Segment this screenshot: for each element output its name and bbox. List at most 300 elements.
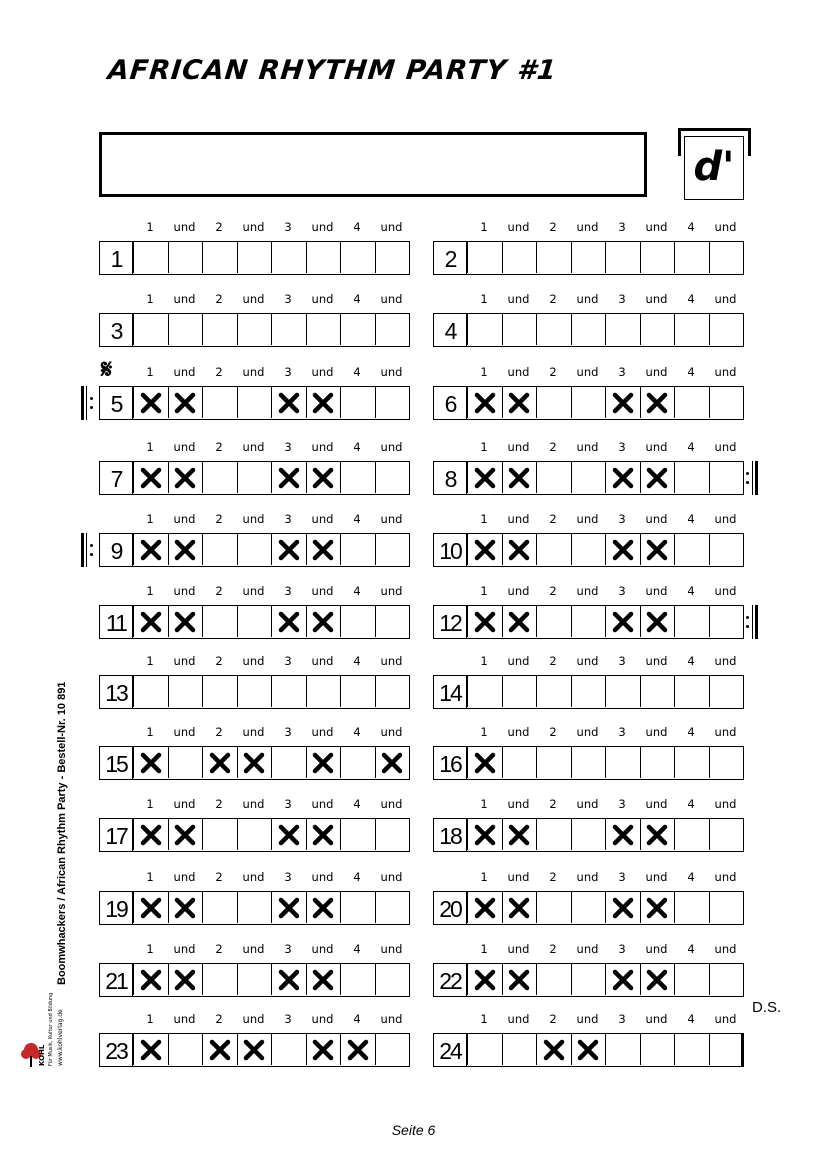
beat-cell[interactable] — [571, 747, 606, 778]
beat-cell-hit[interactable] — [502, 606, 537, 637]
beat-label: 1 — [146, 654, 154, 668]
x-icon — [140, 392, 162, 414]
beat-cell[interactable] — [237, 964, 272, 995]
beat-label: 1 — [146, 1012, 154, 1026]
x-icon — [474, 824, 496, 846]
x-icon — [646, 392, 668, 414]
beat-label: und — [173, 870, 196, 884]
beat-cell[interactable] — [571, 242, 606, 273]
beat-cell[interactable] — [674, 1034, 709, 1065]
beat-cell[interactable] — [536, 819, 571, 850]
beat-label: 3 — [284, 942, 292, 956]
beat-label: 1 — [146, 220, 154, 234]
x-icon — [140, 824, 162, 846]
beat-cell-hit[interactable] — [306, 964, 341, 995]
beat-cell[interactable] — [536, 747, 571, 778]
beat-cell-hit[interactable] — [271, 606, 306, 637]
beat-label: 4 — [687, 292, 695, 306]
beat-label: und — [242, 220, 265, 234]
beat-label: 4 — [687, 942, 695, 956]
beat-cell[interactable] — [536, 534, 571, 565]
beat-cell-hit[interactable] — [168, 462, 203, 493]
side-reference: Boomwhackers / African Rhythm Party - Bestell-Nr. 10 891 — [56, 681, 68, 985]
beat-label: und — [507, 292, 530, 306]
beat-label: 4 — [687, 440, 695, 454]
beat-cell[interactable] — [605, 242, 640, 273]
beat-cell[interactable] — [640, 1034, 675, 1065]
beat-cell-hit[interactable] — [133, 462, 168, 493]
beat-cell-hit[interactable] — [202, 1034, 237, 1065]
beat-cell-hit[interactable] — [168, 964, 203, 995]
beat-cell-hit[interactable] — [640, 534, 675, 565]
beat-cell[interactable] — [536, 676, 571, 707]
beat-cell[interactable] — [375, 387, 410, 418]
beat-cell[interactable] — [640, 314, 675, 345]
beat-label: und — [507, 220, 530, 234]
beat-cell[interactable] — [605, 676, 640, 707]
beat-cell-hit[interactable] — [271, 462, 306, 493]
x-icon — [508, 392, 530, 414]
beat-cell[interactable] — [571, 819, 606, 850]
beat-cell-hit[interactable] — [502, 892, 537, 923]
beat-label: 2 — [549, 584, 557, 598]
beat-cell[interactable] — [640, 676, 675, 707]
x-icon — [508, 467, 530, 489]
beat-label: 2 — [215, 220, 223, 234]
beat-cell[interactable] — [237, 819, 272, 850]
beat-cell[interactable] — [674, 964, 709, 995]
beat-cell-hit[interactable] — [133, 964, 168, 995]
beat-label: und — [173, 654, 196, 668]
beat-cell[interactable] — [202, 606, 237, 637]
beat-cell[interactable] — [133, 242, 168, 273]
x-icon — [312, 1039, 334, 1061]
beat-cell-hit[interactable] — [306, 387, 341, 418]
beat-cell[interactable] — [168, 676, 203, 707]
beat-cell[interactable] — [340, 964, 375, 995]
beat-cell[interactable] — [571, 676, 606, 707]
beat-label: und — [311, 725, 334, 739]
beat-cell[interactable] — [674, 242, 709, 273]
beat-cell[interactable] — [271, 747, 306, 778]
beat-cell[interactable] — [502, 676, 537, 707]
beat-cell[interactable] — [571, 387, 606, 418]
beat-cell[interactable] — [340, 819, 375, 850]
beat-cell[interactable] — [467, 242, 502, 273]
beat-cell[interactable] — [571, 964, 606, 995]
beat-cell[interactable] — [271, 242, 306, 273]
x-icon — [278, 611, 300, 633]
beat-cell[interactable] — [536, 964, 571, 995]
bar-number: 20 — [433, 891, 467, 925]
publisher-tagline: Für Musik, Kultur und Bildung — [48, 992, 54, 1066]
beat-cell-hit[interactable] — [640, 892, 675, 923]
x-icon — [209, 752, 231, 774]
beat-cell[interactable] — [202, 462, 237, 493]
beat-cell-hit[interactable] — [502, 387, 537, 418]
beat-cell[interactable] — [202, 387, 237, 418]
beat-cell[interactable] — [237, 606, 272, 637]
beat-cell[interactable] — [133, 314, 168, 345]
beat-cell[interactable] — [375, 892, 410, 923]
x-icon — [312, 611, 334, 633]
beat-cell-hit[interactable] — [306, 534, 341, 565]
beat-cell-hit[interactable] — [168, 819, 203, 850]
beat-cell[interactable] — [202, 819, 237, 850]
beat-cell[interactable] — [571, 462, 606, 493]
beat-cell-hit[interactable] — [640, 387, 675, 418]
beat-cell-hit[interactable] — [605, 462, 640, 493]
beat-cell-hit[interactable] — [133, 747, 168, 778]
beat-cell[interactable] — [340, 387, 375, 418]
beat-label: 3 — [284, 292, 292, 306]
beat-cell[interactable] — [709, 606, 744, 637]
beat-cell[interactable] — [502, 1034, 537, 1065]
beat-cell-hit[interactable] — [571, 1034, 606, 1065]
beat-cell[interactable] — [168, 747, 203, 778]
beat-cell[interactable] — [202, 314, 237, 345]
beat-label: und — [173, 725, 196, 739]
beat-cell[interactable] — [709, 387, 744, 418]
beat-label: und — [380, 365, 403, 379]
beat-cell-hit[interactable] — [168, 387, 203, 418]
beat-cell-hit[interactable] — [375, 747, 410, 778]
beat-label: und — [714, 512, 737, 526]
x-icon — [140, 611, 162, 633]
beat-cell[interactable] — [709, 964, 744, 995]
beat-cell[interactable] — [709, 534, 744, 565]
x-icon — [278, 969, 300, 991]
beat-label: und — [507, 440, 530, 454]
beat-cell[interactable] — [709, 892, 744, 923]
beat-cell-hit[interactable] — [467, 747, 502, 778]
beat-label: 1 — [146, 365, 154, 379]
beat-cell[interactable] — [674, 747, 709, 778]
beat-cell-hit[interactable] — [467, 819, 502, 850]
beat-cell-hit[interactable] — [306, 747, 341, 778]
beat-cell[interactable] — [202, 964, 237, 995]
beat-label: 2 — [215, 440, 223, 454]
beat-label: und — [507, 797, 530, 811]
beat-cell[interactable] — [202, 242, 237, 273]
beat-label: 2 — [549, 725, 557, 739]
beat-cell[interactable] — [168, 242, 203, 273]
beat-cell-hit[interactable] — [640, 606, 675, 637]
beat-label: und — [576, 797, 599, 811]
beat-label: und — [380, 584, 403, 598]
beat-cell[interactable] — [709, 462, 744, 493]
beat-cell[interactable] — [306, 314, 341, 345]
beat-cell[interactable] — [237, 314, 272, 345]
beat-label: und — [714, 292, 737, 306]
beat-cell-hit[interactable] — [605, 387, 640, 418]
beat-cell-hit[interactable] — [467, 534, 502, 565]
beat-cell[interactable] — [375, 819, 410, 850]
beat-cell[interactable] — [237, 387, 272, 418]
bar-number: 10 — [433, 533, 467, 567]
beat-cell-hit[interactable] — [306, 819, 341, 850]
beat-cell-hit[interactable] — [133, 1034, 168, 1065]
beat-cell[interactable] — [536, 892, 571, 923]
beat-cell-hit[interactable] — [237, 1034, 272, 1065]
beat-cell[interactable] — [536, 462, 571, 493]
beat-cell-hit[interactable] — [467, 387, 502, 418]
beat-cell[interactable] — [571, 534, 606, 565]
beat-cell-hit[interactable] — [168, 606, 203, 637]
bar-number: 9 — [99, 533, 133, 567]
beat-label: und — [173, 365, 196, 379]
beat-label: und — [714, 1012, 737, 1026]
beat-cell[interactable] — [375, 606, 410, 637]
beat-cell-hit[interactable] — [237, 747, 272, 778]
beat-cell-hit[interactable] — [271, 387, 306, 418]
beat-cell-hit[interactable] — [467, 892, 502, 923]
beat-cell-hit[interactable] — [133, 819, 168, 850]
beat-cell[interactable] — [237, 462, 272, 493]
beat-cell[interactable] — [674, 606, 709, 637]
beat-label: 3 — [618, 942, 626, 956]
beat-cell[interactable] — [605, 314, 640, 345]
note-label: d' — [684, 136, 744, 200]
beat-label: und — [507, 1012, 530, 1026]
beat-cell[interactable] — [674, 462, 709, 493]
beat-cell-hit[interactable] — [340, 1034, 375, 1065]
beat-cell[interactable] — [467, 314, 502, 345]
x-icon — [174, 897, 196, 919]
beat-cell[interactable] — [709, 314, 744, 345]
beat-cell-hit[interactable] — [536, 1034, 571, 1065]
beat-cell-hit[interactable] — [502, 462, 537, 493]
beat-cell-hit[interactable] — [168, 892, 203, 923]
x-icon — [312, 969, 334, 991]
beat-label: und — [380, 654, 403, 668]
beat-label: und — [645, 584, 668, 598]
beat-cell[interactable] — [502, 314, 537, 345]
beat-cell-hit[interactable] — [467, 462, 502, 493]
beat-cell-hit[interactable] — [605, 819, 640, 850]
beat-cell[interactable] — [375, 964, 410, 995]
x-icon — [347, 1039, 369, 1061]
beat-cell-hit[interactable] — [605, 892, 640, 923]
beat-cell[interactable] — [202, 534, 237, 565]
x-icon — [140, 897, 162, 919]
beat-cell[interactable] — [502, 747, 537, 778]
beat-cell-hit[interactable] — [502, 534, 537, 565]
beat-cell-hit[interactable] — [168, 534, 203, 565]
beat-label: 1 — [480, 1012, 488, 1026]
beat-cell[interactable] — [340, 314, 375, 345]
beat-label: 4 — [353, 292, 361, 306]
beat-cell[interactable] — [674, 314, 709, 345]
x-icon — [312, 539, 334, 561]
beat-cell[interactable] — [709, 1034, 744, 1065]
beat-cell[interactable] — [709, 747, 744, 778]
beat-cell[interactable] — [340, 892, 375, 923]
beat-cell[interactable] — [709, 676, 744, 707]
bar-number: 24 — [433, 1033, 467, 1067]
beat-cell[interactable] — [133, 676, 168, 707]
beat-cell[interactable] — [640, 747, 675, 778]
x-icon — [474, 897, 496, 919]
beat-cell[interactable] — [340, 242, 375, 273]
x-icon — [474, 611, 496, 633]
beat-cell[interactable] — [571, 606, 606, 637]
beat-cell-hit[interactable] — [133, 892, 168, 923]
x-icon — [140, 539, 162, 561]
beat-label: 2 — [215, 942, 223, 956]
beat-label: 3 — [618, 1012, 626, 1026]
beat-label: 3 — [284, 1012, 292, 1026]
beat-label: 1 — [146, 942, 154, 956]
beat-cell-hit[interactable] — [605, 606, 640, 637]
beat-cell[interactable] — [502, 242, 537, 273]
beat-cell[interactable] — [340, 676, 375, 707]
beat-cell[interactable] — [375, 462, 410, 493]
x-icon — [612, 392, 634, 414]
beat-cell[interactable] — [375, 242, 410, 273]
beat-cell[interactable] — [271, 676, 306, 707]
beat-cell[interactable] — [467, 676, 502, 707]
x-icon — [646, 897, 668, 919]
beat-cell-hit[interactable] — [605, 534, 640, 565]
beat-cell-hit[interactable] — [271, 892, 306, 923]
beat-cell[interactable] — [271, 314, 306, 345]
beat-cell-hit[interactable] — [133, 387, 168, 418]
beat-cell[interactable] — [571, 314, 606, 345]
beat-cell[interactable] — [605, 747, 640, 778]
beat-label: und — [380, 870, 403, 884]
beat-cell[interactable] — [237, 892, 272, 923]
beat-label: und — [242, 584, 265, 598]
beat-cell[interactable] — [306, 242, 341, 273]
beat-cell[interactable] — [340, 534, 375, 565]
beat-cell[interactable] — [536, 242, 571, 273]
bar-number: 18 — [433, 818, 467, 852]
beat-cell-hit[interactable] — [306, 462, 341, 493]
beat-label: und — [714, 220, 737, 234]
beat-cell[interactable] — [571, 892, 606, 923]
beat-cell[interactable] — [375, 534, 410, 565]
beat-label: 2 — [215, 292, 223, 306]
beat-label: und — [173, 942, 196, 956]
beat-cell[interactable] — [271, 1034, 306, 1065]
beat-cell-hit[interactable] — [271, 819, 306, 850]
beat-label: und — [311, 584, 334, 598]
bar-number: 15 — [99, 746, 133, 780]
beat-cell[interactable] — [168, 314, 203, 345]
beat-label: und — [380, 797, 403, 811]
beat-cell[interactable] — [709, 819, 744, 850]
beat-label: 3 — [284, 365, 292, 379]
beat-label: und — [645, 870, 668, 884]
beat-cell-hit[interactable] — [640, 462, 675, 493]
x-icon — [174, 467, 196, 489]
beat-label: und — [242, 512, 265, 526]
bar-number: 7 — [99, 461, 133, 495]
beat-cell[interactable] — [237, 676, 272, 707]
beat-cell[interactable] — [640, 242, 675, 273]
beat-cell[interactable] — [536, 387, 571, 418]
beat-cell[interactable] — [202, 892, 237, 923]
beat-cell-hit[interactable] — [640, 819, 675, 850]
beat-label: und — [311, 512, 334, 526]
beat-cell[interactable] — [536, 314, 571, 345]
beat-label: 4 — [687, 512, 695, 526]
beat-cell[interactable] — [375, 676, 410, 707]
x-icon — [508, 824, 530, 846]
beat-label: 1 — [480, 797, 488, 811]
beat-cell[interactable] — [674, 892, 709, 923]
beat-label: 2 — [549, 512, 557, 526]
beat-cell-hit[interactable] — [502, 964, 537, 995]
beat-cell[interactable] — [375, 314, 410, 345]
bar-number: 23 — [99, 1033, 133, 1067]
beat-label: und — [714, 870, 737, 884]
x-icon — [174, 539, 196, 561]
bar-number: 8 — [433, 461, 467, 495]
beat-cell[interactable] — [536, 606, 571, 637]
beat-cell-hit[interactable] — [133, 606, 168, 637]
beat-cell-hit[interactable] — [502, 819, 537, 850]
name-field[interactable] — [99, 132, 647, 197]
beat-cell[interactable] — [674, 534, 709, 565]
beat-cell-hit[interactable] — [271, 964, 306, 995]
beat-cell[interactable] — [674, 676, 709, 707]
beat-cell-hit[interactable] — [640, 964, 675, 995]
beat-cell[interactable] — [237, 242, 272, 273]
beat-cell-hit[interactable] — [467, 964, 502, 995]
beat-label: und — [173, 584, 196, 598]
x-icon — [474, 539, 496, 561]
beat-label: und — [645, 220, 668, 234]
bar-number: 6 — [433, 386, 467, 420]
beat-cell-hit[interactable] — [133, 534, 168, 565]
beat-cell[interactable] — [306, 676, 341, 707]
beat-cell-hit[interactable] — [306, 892, 341, 923]
beat-cell-hit[interactable] — [271, 534, 306, 565]
beat-label: und — [576, 654, 599, 668]
beat-cell[interactable] — [340, 606, 375, 637]
beat-cell[interactable] — [340, 462, 375, 493]
beat-cell-hit[interactable] — [467, 606, 502, 637]
bar-number: 21 — [99, 963, 133, 997]
beat-label: und — [645, 365, 668, 379]
beat-label: und — [173, 220, 196, 234]
beat-cell[interactable] — [340, 747, 375, 778]
beat-cell[interactable] — [237, 534, 272, 565]
beat-label: 2 — [549, 1012, 557, 1026]
bar-number: 22 — [433, 963, 467, 997]
beat-cell[interactable] — [674, 819, 709, 850]
beat-cell-hit[interactable] — [306, 1034, 341, 1065]
beat-cell[interactable] — [168, 1034, 203, 1065]
beat-cell[interactable] — [605, 1034, 640, 1065]
beat-cell-hit[interactable] — [202, 747, 237, 778]
beat-label: 1 — [146, 797, 154, 811]
x-icon — [508, 897, 530, 919]
x-icon — [174, 824, 196, 846]
beat-cell[interactable] — [467, 1034, 502, 1065]
beat-cell[interactable] — [709, 242, 744, 273]
beat-cell[interactable] — [375, 1034, 410, 1065]
beat-cell-hit[interactable] — [605, 964, 640, 995]
beat-cell-hit[interactable] — [306, 606, 341, 637]
beat-label: 1 — [480, 365, 488, 379]
repeat-start-icon — [81, 533, 95, 567]
beat-cell[interactable] — [674, 387, 709, 418]
beat-cell[interactable] — [202, 676, 237, 707]
x-icon — [612, 467, 634, 489]
